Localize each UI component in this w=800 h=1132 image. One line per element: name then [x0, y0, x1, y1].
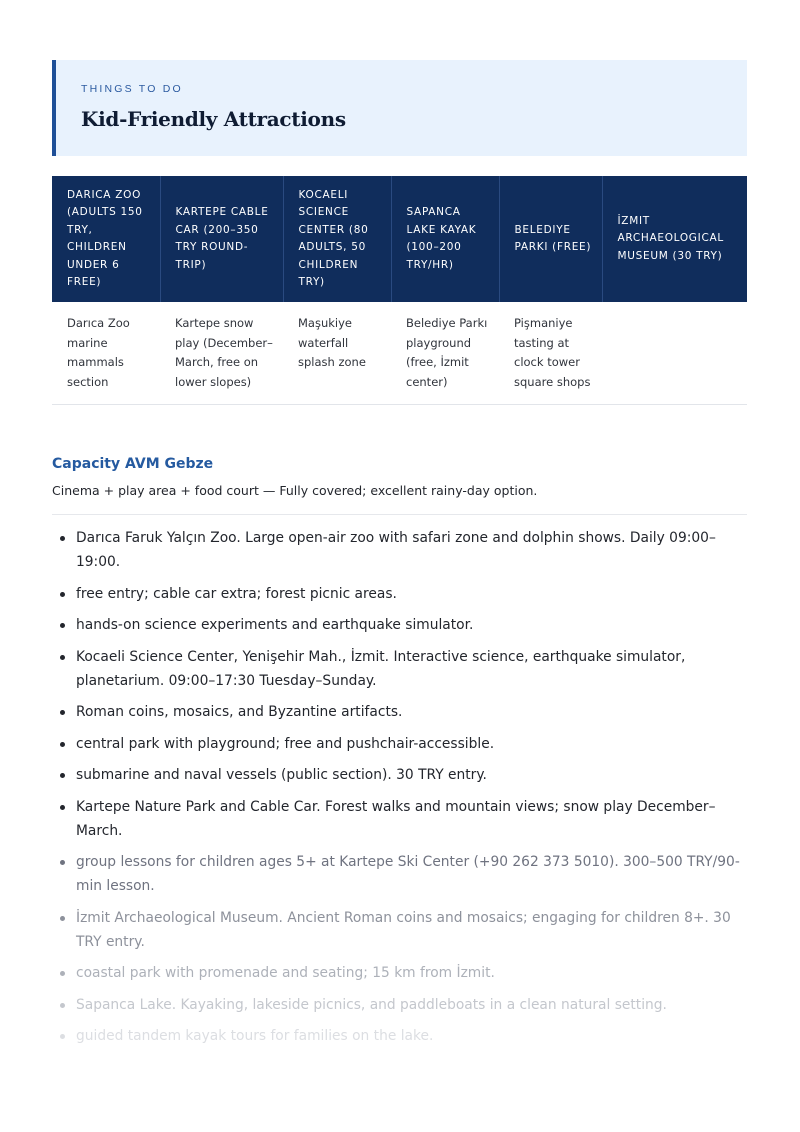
- bullet-icon: [60, 971, 65, 976]
- table-cell: Belediye Parkı playground (free, İzmit center): [391, 302, 499, 405]
- section-eyebrow: THINGS TO DO: [81, 83, 183, 95]
- column-header: KARTEPE CABLE CAR (200–350 TRY ROUND-TRIP): [160, 176, 283, 302]
- bullet-icon: [60, 860, 65, 865]
- table-header-row: [52, 176, 747, 302]
- list-item: [52, 700, 757, 724]
- section-header: [52, 60, 747, 156]
- list-item: [52, 763, 757, 787]
- bullet-icon: [60, 916, 65, 921]
- table-cell: Maşukiye waterfall splash zone: [283, 302, 391, 405]
- list-item: [52, 961, 757, 985]
- table-cell: [602, 302, 747, 405]
- list-item: [52, 613, 757, 637]
- venue-description: Cinema + play area + food court — Fully covered; excellent rainy-day option.: [52, 483, 538, 498]
- list-item: [52, 795, 757, 843]
- list-item-text: submarine and naval vessels (public section). 30 TRY entry.: [76, 767, 487, 783]
- list-item-text: İzmit Archaeological Museum. Ancient Roman coins and mosaics; engaging for children 8+. 30 TRY entry.: [76, 909, 731, 950]
- list-item-text: Kartepe Nature Park and Cable Car. Forest walks and mountain views; snow play December–March.: [76, 798, 716, 839]
- bullet-icon: [60, 592, 65, 597]
- list-item: [52, 645, 757, 693]
- column-header: İZMIT ARCHAEOLOGICAL MUSEUM (30 TRY): [602, 176, 747, 302]
- attraction-list: [52, 526, 757, 1056]
- list-item: [52, 993, 757, 1017]
- list-item-text: group lessons for children ages 5+ at Kartepe Ski Center (+90 262 373 5010). 300–500 TRY/90-min lesson.: [76, 854, 740, 894]
- table-cell: Pişmaniye tasting at clock tower square shops: [499, 302, 602, 405]
- attractions-table: [52, 176, 747, 405]
- bullet-icon: [60, 1034, 65, 1039]
- list-item-text: Darıca Faruk Yalçın Zoo. Large open-air zoo with safari zone and dolphin shows. Daily 09:00–19:00.: [76, 530, 716, 570]
- column-header: SAPANCA LAKE KAYAK (100–200 TRY/HR): [391, 176, 499, 302]
- bullet-icon: [60, 655, 65, 660]
- column-header: BELEDIYE PARKI (FREE): [499, 176, 602, 302]
- list-item: [52, 582, 757, 606]
- column-header: KOCAELI SCIENCE CENTER (80 ADULTS, 50 CHILDREN TRY): [283, 176, 391, 302]
- bullet-icon: [60, 1003, 65, 1008]
- list-item: [52, 1024, 757, 1048]
- column-header: DARICA ZOO (ADULTS 150 TRY, CHILDREN UNDER 6 FREE): [52, 176, 160, 302]
- bullet-icon: [60, 805, 65, 810]
- table-row: [52, 302, 747, 405]
- list-item-text: hands-on science experiments and earthquake simulator.: [76, 617, 474, 633]
- page-title: Kid-Friendly Attractions: [81, 107, 346, 131]
- list-item: [52, 906, 757, 954]
- list-item-text: Roman coins, mosaics, and Byzantine artifacts.: [76, 704, 403, 720]
- list-item-text: Kocaeli Science Center, Yenişehir Mah., İzmit. Interactive science, earthquake simulator, planetarium. 09:00–17:30 Tuesday–Sunday.: [76, 648, 686, 689]
- table-cell: Darıca Zoo marine mammals section: [52, 302, 160, 405]
- bullet-icon: [60, 623, 65, 628]
- list-item-text: central park with playground; free and pushchair-accessible.: [76, 735, 495, 752]
- list-item: [52, 732, 757, 756]
- list-item-text: guided tandem kayak tours for families on the lake.: [76, 1028, 434, 1044]
- venue-title: Capacity AVM Gebze: [52, 456, 214, 472]
- bullet-icon: [60, 742, 65, 747]
- list-item-text: coastal park with promenade and seating; 15 km from İzmit.: [76, 965, 495, 981]
- table-cell: Kartepe snow play (December–March, free on lower slopes): [160, 302, 283, 405]
- list-item: [52, 526, 757, 574]
- bullet-icon: [60, 710, 65, 715]
- list-item-text: Sapanca Lake. Kayaking, lakeside picnics, and paddleboats in a clean natural setting.: [76, 996, 667, 1013]
- bullet-icon: [60, 773, 65, 778]
- divider: [52, 514, 747, 515]
- bullet-icon: [60, 536, 65, 541]
- list-item-text: free entry; cable car extra; forest picnic areas.: [76, 585, 397, 602]
- list-item: [52, 850, 757, 898]
